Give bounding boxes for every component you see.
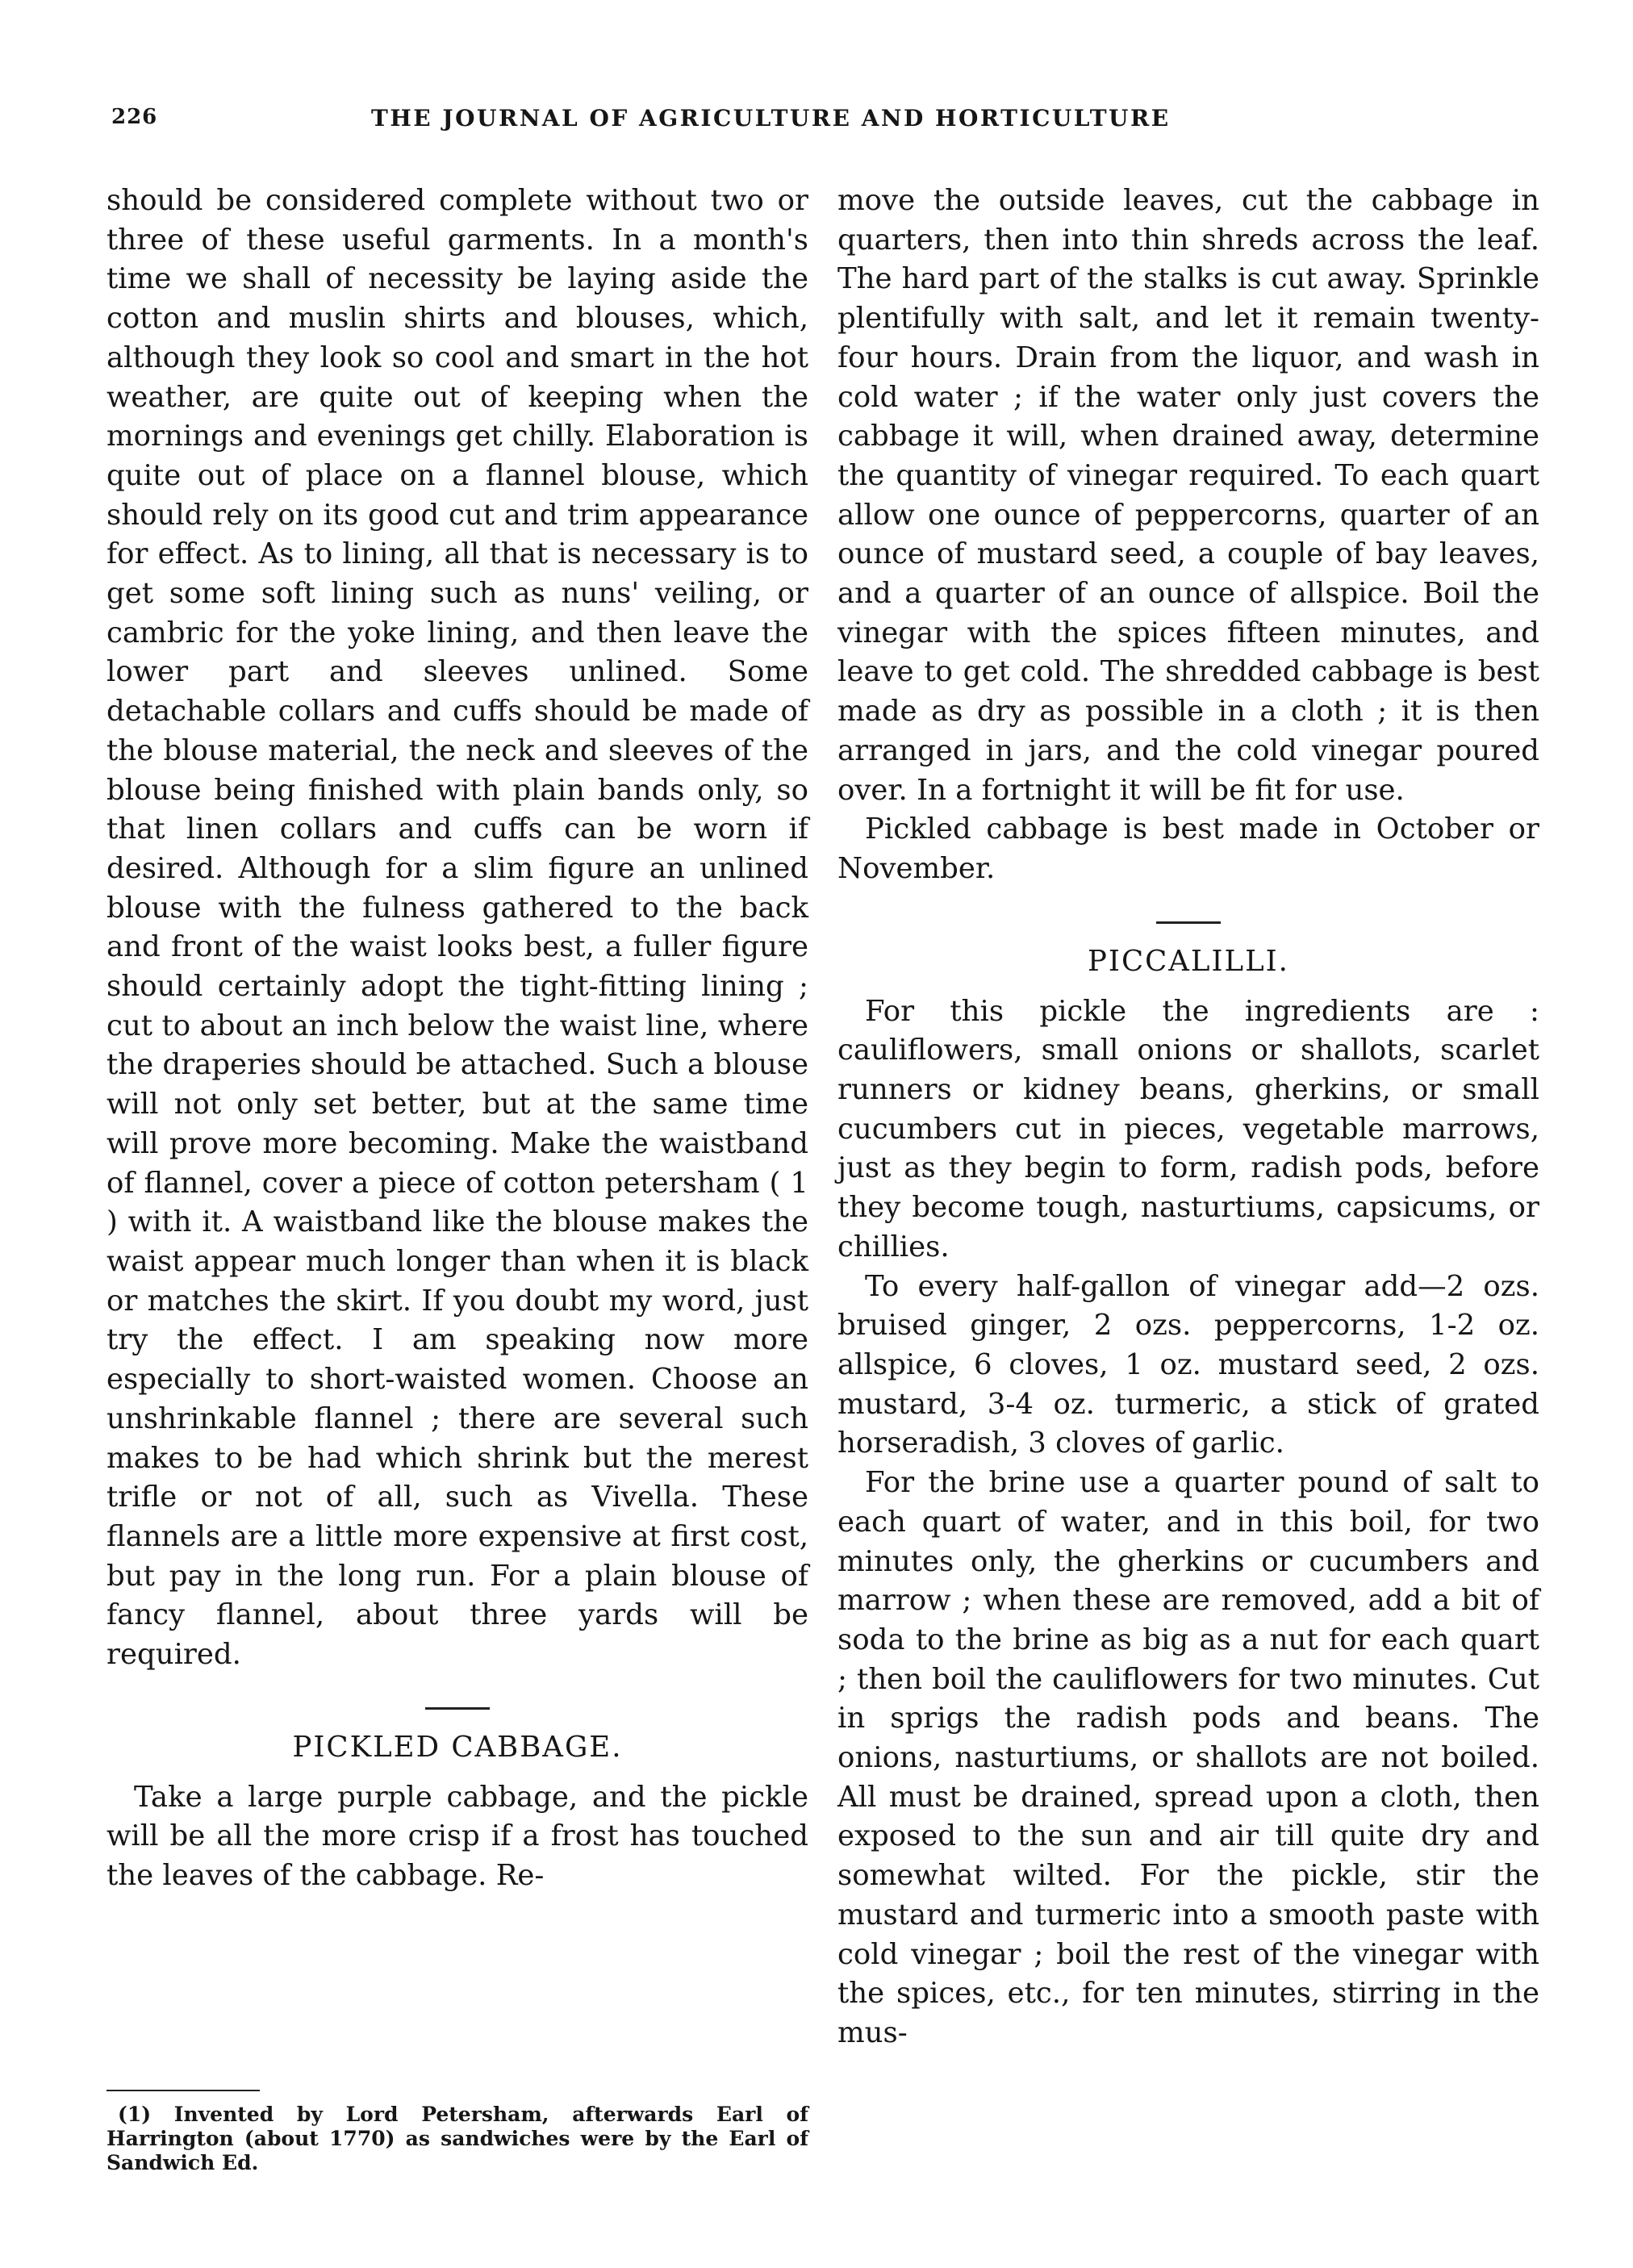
pickled-cabbage-intro-paragraph: Take a large purple cabbage, and the pickle will be all the more crisp if a frost has touched the leaves of the cabbage. Re- (106, 1780, 808, 1893)
blouse-paragraph: should be considered complete without two or three of these useful garments. In a month's time we shall of necessity be laying aside the cotton and muslin shirts and blouses, which, although they look so cool and smart in the hot weather, are quite out of keeping when the mornings and evenings get chilly. Elaboration is quite out of place on a flannel blouse, which should rely on its good cut and trim appearance for effect. As to lining, all that is necessary is to get some soft lining such as nuns' veiling, or cambric for the yoke lining, and then leave the lower part and sleeves unlined. Some detachable collars and cuffs should be made of the blouse material, the neck and sleeves of the blouse being finished with plain bands only, so that linen collars and cuffs can be worn if desired. Although for a slim figure an unlined blouse with the fulness gathered to the back and front of the waist looks best, a fuller figure should certainly adopt the tight-fitting lining ; cut to about an inch below the waist line, where the draperies should be attached. Such a blouse will not only set better, but at the same time will prove more becoming. Make the waistband of flannel, cover a piece of cotton petersham ( 1 ) with it. A waistband like the blouse makes the waist appear much longer than when it is black or matches the skirt. If you doubt my word, just try the effect. I am speaking now more especially to short-waisted women. Choose an unshrinkable flannel ; there are several such makes to be had which shrink but the merest trifle or not of all, such as Vivella. These flannels are a little more expensive at first cost, but pay in the long run. For a plain blouse of fancy flannel, about three yards will be required. (106, 184, 808, 1672)
pickled-cabbage-heading: PICKLED CABBAGE. (292, 1730, 623, 1764)
footnote-divider (106, 2090, 260, 2091)
section-divider (425, 1707, 490, 1710)
page-header (105, 95, 1549, 144)
piccalilli-brine-paragraph: For the brine use a quarter pound of salt to each quart of water, and in this boil, for two minutes only, the gherkins or cucumbers and marrow ; when these are removed, add a bit of soda to the brine as big as a nut for each quart ; then boil the cauliflowers for two minutes. Cut in sprigs the radish pods and beans. The onions, nasturtiums, or shallots are not boiled. All must be drained, spread upon a cloth, then exposed to the sun and air till quite dry and somewhat wilted. For the pickle, stir the mustard and turmeric into a smooth paste with cold vinegar ; boil the rest of the vinegar with the spices, etc., for ten minutes, stirring in the mus- (837, 1466, 1539, 2049)
cabbage-season-paragraph: Pickled cabbage is best made in October or November. (837, 812, 1539, 885)
cabbage-method-paragraph: move the outside leaves, cut the cabbage in quarters, then into thin shreds across the leaf. The hard part of the stalks is cut away. Sprinkle plentifully with salt, and let it remain twenty-four hours. Drain from the liquor, and wash in cold water ; if the water only just covers the cabbage it will, when drained away, determine the quantity of vinegar required. To each quart allow one ounce of peppercorns, quarter of an ounce of mustard seed, a couple of bay leaves, and a quarter of an ounce of allspice. Boil the vinegar with the spices fifteen minutes, and leave to get cold. The shredded cabbage is best made as dry as possible in a cloth ; it is then arranged in jars, and the cold vinegar poured over. In a fortnight it will be fit for use. (837, 184, 1539, 807)
section-divider (1156, 921, 1221, 924)
left-column (106, 182, 808, 1896)
running-title: THE JOURNAL OF AGRICULTURE AND HORTICULTURE (371, 105, 1171, 132)
footnote-area (106, 2090, 808, 2175)
piccalilli-spices-paragraph: To every half-gallon of vinegar add—2 ozs. bruised ginger, 2 ozs. peppercorns, 1-2 oz. allspice, 6 cloves, 1 oz. mustard seed, 2 ozs. mustard, 3-4 oz. turmeric, a stick of grated horseradish, 3 cloves of garlic. (837, 1269, 1539, 1460)
footnote: (1) Invented by Lord Petersham, afterwards Earl of Harrington (about 1770) as sandwiches were by the Earl of Sandwich Ed. (106, 2103, 808, 2174)
piccalilli-ingredients-paragraph: For this pickle the ingredients are : cauliflowers, small onions or shallots, scarlet runners or kidney beans, gherkins, or small cucumbers cut in pieces, vegetable marrows, just as they begin to form, radish pods, before they become tough, nasturtiums, capsicums, or chillies. (837, 994, 1539, 1263)
piccalilli-heading: PICCALILLI. (1088, 944, 1289, 978)
right-column (837, 182, 1539, 2053)
page-number: 226 (111, 105, 158, 129)
